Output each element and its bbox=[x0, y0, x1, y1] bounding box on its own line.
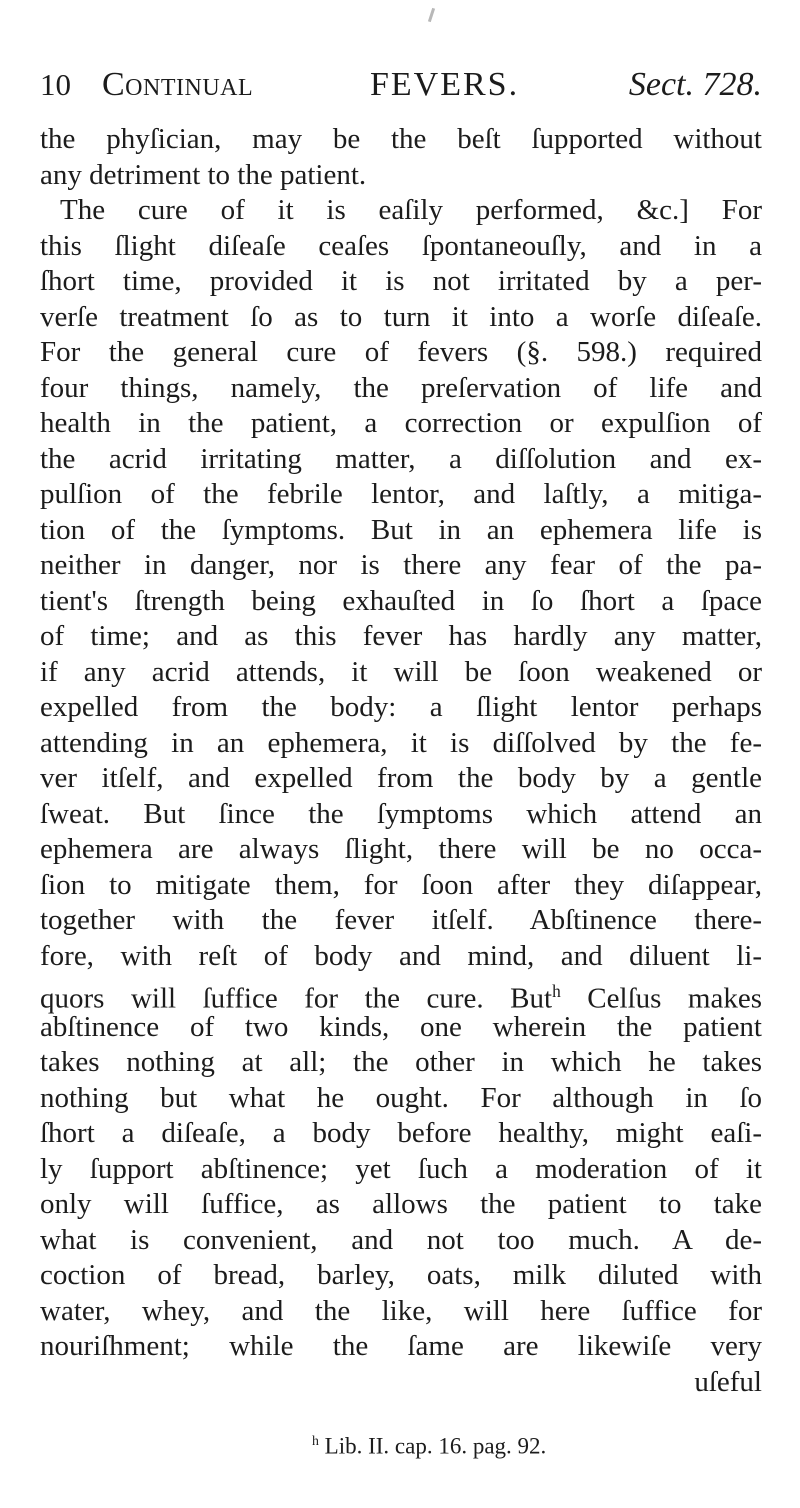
text-line-25-end: Celſus makes bbox=[560, 982, 763, 1015]
text-line-34: water, whey, and the like, will here ſuffice for bbox=[40, 1294, 762, 1327]
footnote-text: Lib. II. cap. 16. pag. 92. bbox=[318, 1433, 547, 1459]
footnote-ref-marker: h bbox=[552, 981, 561, 1001]
text-line-24: fore, with reſt of body and mind, and diluent li- bbox=[40, 939, 762, 972]
text-line-20: ſweat. But ſince the ſymptoms which attend an bbox=[40, 797, 762, 830]
text-line-5: ſhort time, provided it is not irritated by a per- bbox=[40, 265, 762, 297]
text-line-23: together with the fever itſelf. Abſtinence there- bbox=[40, 904, 762, 936]
text-line-25-start: quors will ſuffice for the cure. But bbox=[40, 982, 553, 1015]
text-line-21: ephemera are always ſlight, there will be no occa- bbox=[40, 833, 762, 865]
text-line-10: the acrid irritating matter, a diſſolution and ex- bbox=[40, 442, 762, 475]
text-line-29: ſhort a diſeaſe, a body before healthy, might eaſi- bbox=[40, 1117, 762, 1149]
section-number: Sect. 728. bbox=[628, 66, 762, 103]
text-line-3: The cure of it is eaſily performed, &c.] For bbox=[60, 194, 762, 226]
text-line-31: only will ſuffice, as allows the patient to take bbox=[40, 1188, 762, 1220]
text-line-30: ly ſupport abſtinence; yet ſuch a moderation of it bbox=[40, 1152, 762, 1185]
text-line-8: four things, namely, the preſervation of life and bbox=[40, 371, 762, 404]
catchword: uſeful bbox=[694, 1365, 762, 1398]
text-line-18: attending in an ephemera, it is diſſolved by the fe- bbox=[40, 726, 762, 759]
body-text bbox=[40, 122, 762, 1400]
text-line-16: if any acrid attends, it will be ſoon weakened or bbox=[40, 655, 762, 688]
running-title-fevers: FEVERS. bbox=[370, 66, 520, 103]
footnote bbox=[312, 1426, 546, 1462]
running-title-continual: Continual bbox=[102, 66, 254, 103]
text-line-17: expelled from the body: a ſlight lentor perhaps bbox=[40, 691, 762, 723]
text-line-35: nouriſhment; while the ſame are likewiſe very bbox=[40, 1330, 762, 1362]
running-head bbox=[40, 60, 762, 110]
text-line-13: neither in danger, nor is there any fear of the pa- bbox=[40, 549, 762, 581]
text-line-27: takes nothing at all; the other in which he takes bbox=[40, 1046, 762, 1078]
page-number: 10 bbox=[40, 67, 71, 102]
text-line-9: health in the patient, a correction or expulſion of bbox=[40, 407, 762, 439]
footnote-marker: h bbox=[312, 1433, 319, 1448]
text-line-7: For the general cure of fevers (§. 598.) required bbox=[40, 336, 762, 368]
text-line-14: tient's ſtrength being exhauſted in ſo ſhort a ſpace bbox=[40, 584, 762, 617]
text-line-26: abſtinence of two kinds, one wherein the patient bbox=[40, 1010, 762, 1043]
text-line-2: any detriment to the patient. bbox=[40, 158, 367, 191]
text-line-12: tion of the ſymptoms. But in an ephemera life is bbox=[40, 513, 762, 546]
text-line-28: nothing but what he ought. For although in ſo bbox=[40, 1081, 762, 1114]
text-line-11: pulſion of the febrile lentor, and laſtly, a mitiga- bbox=[40, 478, 762, 510]
text-line-15: of time; and as this fever has hardly any matter, bbox=[40, 620, 762, 652]
print-smudge bbox=[428, 8, 435, 22]
text-line-6: verſe treatment ſo as to turn it into a worſe diſeaſe. bbox=[40, 300, 762, 333]
text-line-32: what is convenient, and not too much. A de- bbox=[40, 1223, 762, 1256]
text-line-1: the phyſician, may be the beſt ſupported without bbox=[40, 123, 762, 155]
text-line-22: ſion to mitigate them, for ſoon after they diſappear, bbox=[40, 868, 762, 901]
text-line-19: ver itſelf, and expelled from the body by a gentle bbox=[40, 762, 762, 794]
text-line-4: this ſlight diſeaſe ceaſes ſpontaneouſly, and in a bbox=[40, 229, 762, 262]
text-line-33: coction of bread, barley, oats, milk diluted with bbox=[40, 1259, 762, 1291]
text-line-25 bbox=[40, 974, 763, 1015]
